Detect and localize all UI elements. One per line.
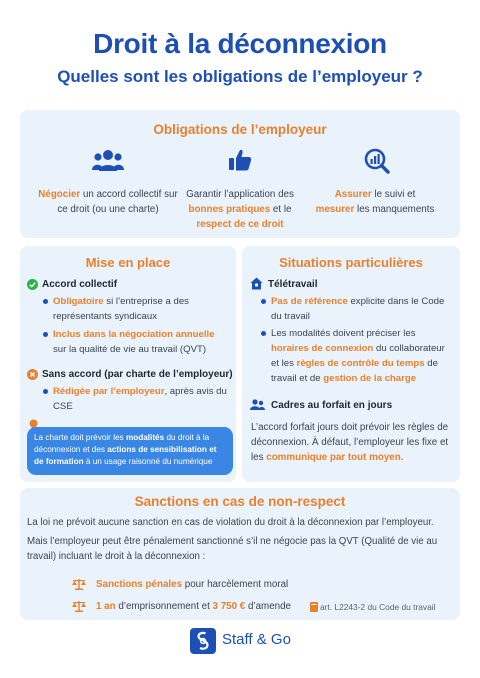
brand-name: Staff & Go: [222, 631, 291, 648]
sans-accord-label: Sans accord (par charte de l’employeur): [42, 369, 233, 380]
list-item: Inclus dans la négociation annuelle sur la qualité de vie au travail (QVT): [53, 327, 228, 357]
code-reference: art. L2243-2 du Code du travail: [320, 602, 436, 612]
list-item: Obligatoire si l’entreprise a des représentants syndicaux: [53, 294, 228, 324]
home-icon: [250, 277, 263, 290]
sanctions-title: Sanctions en cas de non-respect: [134, 494, 346, 509]
check-circle-icon: [27, 279, 38, 290]
thumbs-up-icon: [228, 148, 252, 172]
teletravail-label: Télétravail: [268, 279, 318, 290]
book-icon: [310, 602, 318, 612]
sanction-emprisonnement: 1 an d’emprisonnement et 3 750 € d’amende: [96, 601, 291, 612]
mise-en-place-title: Mise en place: [85, 255, 171, 270]
page-subtitle: Quelles sont les obligations de l’employeur ?: [57, 67, 423, 86]
list-item: Rédigée par l’employeur, après avis du CSE: [53, 384, 228, 414]
scale-icon: [72, 578, 86, 590]
group-icon: [92, 149, 124, 173]
obligation-negocier: Négocier un accord collectif sur ce droit (ou une charte): [38, 189, 178, 215]
user-group-icon: [250, 399, 265, 411]
situations-title: Situations particulières: [279, 255, 423, 270]
sanctions-text-1: La loi ne prévoit aucune sanction en cas de violation du droit à la déconnexion par l’employeur.: [27, 517, 434, 528]
scale-icon: [72, 600, 86, 612]
cross-circle-icon: [27, 369, 38, 380]
cadres-label: Cadres au forfait en jours: [271, 400, 393, 411]
obligation-assurer: Assurer le suivi et mesurer les manquements: [315, 189, 435, 215]
page-title: Droit à la déconnexion: [93, 28, 387, 59]
charte-callout: La charte doit prévoir les modalités du droit à la déconnexion et des actions de sensibilisation et de formation à un usage raisonné du numérique: [27, 427, 233, 475]
brand-logo: [190, 628, 216, 654]
sanctions-text-2: Mais l’employeur peut être pénalement sanctionné s’il ne négocie pas la QVT (Qualité de vie au travail) incluant le droit à la déconnexion :: [27, 536, 438, 562]
obligation-garantir: Garantir l’application des bonnes pratiques et le respect de ce droit: [186, 189, 294, 230]
cadres-text: L’accord forfait jours doit prévoir les règles de déconnexion. À défaut, l’employeur les fixe et les communique par tout moyen.: [251, 422, 449, 463]
list-item: Les modalités doivent préciser les horaires de connexion du collaborateur et les règles de contrôle du temps de travail et de gestion de la charge: [271, 326, 455, 386]
obligations-title: Obligations de l’employeur: [153, 122, 327, 137]
list-item: Pas de référence explicite dans le Code du travail: [271, 294, 455, 324]
sanction-penale: Sanctions pénales pour harcèlement moral: [96, 579, 289, 590]
accord-collectif-label: Accord collectif: [42, 279, 118, 290]
chart-search-icon: [364, 148, 390, 174]
